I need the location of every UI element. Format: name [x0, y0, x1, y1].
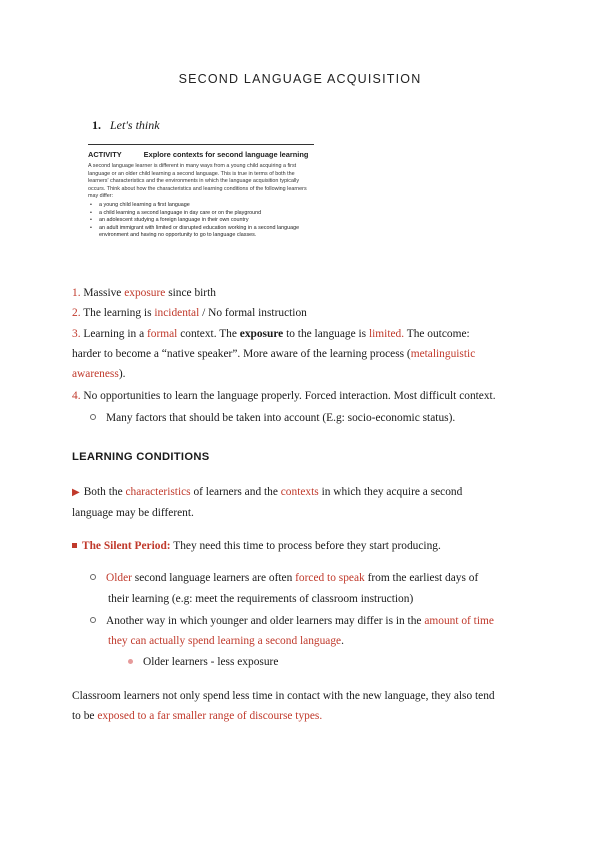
- older-learners-item-cont: their learning (e.g: meet the requirements of classroom instruction): [108, 593, 414, 605]
- highlight: exposed to a far smaller range of discourse types.: [97, 710, 323, 722]
- highlight: metalinguistic: [410, 348, 476, 360]
- point-number: 4.: [72, 390, 81, 402]
- section-label: Let's think: [110, 118, 160, 132]
- activity-bullet: • a young child learning a first language: [96, 202, 314, 210]
- highlight: amount of time: [424, 615, 494, 627]
- final-paragraph: [72, 686, 495, 726]
- text: The outcome:: [404, 328, 470, 340]
- bold-text: exposure: [239, 328, 284, 340]
- activity-bullet: • an adult immigrant with limited or disrupted education working in a second language environment and having no opportunity to go to language classes.: [96, 225, 314, 240]
- activity-bullet: • a child learning a second language in day care or on the playground: [96, 210, 314, 218]
- highlight: Older: [106, 572, 132, 584]
- point-3: [72, 324, 542, 384]
- text: Classroom learners not only spend less time in contact with the new language, they also tend: [72, 690, 495, 702]
- silent-period: [72, 536, 441, 556]
- point-1: [72, 283, 216, 303]
- section-number: 1.: [92, 118, 101, 132]
- text: since birth: [165, 287, 216, 299]
- text: context. The: [177, 328, 240, 340]
- learning-point-1: [72, 482, 542, 523]
- highlight: characteristics: [125, 486, 191, 498]
- highlight: they can actually spend learning a second language: [108, 635, 342, 647]
- activity-bullet: • an adolescent studying a foreign language in their own country: [96, 217, 314, 225]
- older-learners-item: [90, 568, 528, 588]
- text: from the earliest days of: [364, 572, 479, 584]
- point-number: 2.: [72, 307, 81, 319]
- circle-bullet-icon: [90, 617, 96, 623]
- text: Massive: [80, 287, 125, 299]
- text: harder to become a “native speaker”. More aware of the learning process (: [72, 348, 411, 360]
- highlight: contexts: [280, 486, 319, 498]
- circle-bullet-icon: [90, 414, 96, 420]
- text: to be: [72, 710, 98, 722]
- time-item-cont: [108, 631, 344, 651]
- text: in which they acquire a second: [318, 486, 463, 498]
- activity-heading: Explore contexts for second language learning: [143, 150, 309, 159]
- point-4: [72, 386, 496, 406]
- point-number: 3.: [72, 328, 81, 340]
- text: ).: [118, 368, 126, 380]
- highlight: awareness: [72, 368, 119, 380]
- text: language may be different.: [72, 507, 194, 519]
- point-4-sub: [90, 408, 455, 428]
- highlight: formal: [146, 328, 178, 340]
- highlight: exposure: [124, 287, 166, 299]
- activity-box: [88, 144, 314, 240]
- activity-rule: [88, 144, 314, 145]
- text: / No formal instruction: [199, 307, 307, 319]
- square-bullet-icon: [72, 543, 77, 548]
- learning-conditions-heading: LEARNING CONDITIONS: [72, 451, 210, 463]
- text: Both the: [83, 486, 126, 498]
- sub-item: [128, 652, 278, 672]
- text: second language learners are often: [131, 572, 296, 584]
- section-heading: [92, 118, 160, 133]
- highlight: forced to speak: [295, 572, 365, 584]
- point-number: 1.: [72, 287, 81, 299]
- text: Many factors that should be taken into account (E.g: socio-economic status).: [106, 412, 456, 424]
- dot-bullet-icon: [128, 659, 133, 664]
- highlight: incidental: [154, 307, 200, 319]
- text: They need this time to process before they start producing.: [170, 540, 441, 552]
- text: Learning in a: [80, 328, 147, 340]
- activity-label: ACTIVITY: [88, 150, 122, 159]
- text: No opportunities to learn the language properly. Forced interaction. Most difficult context.: [80, 390, 496, 402]
- highlight: The Silent Period:: [82, 540, 171, 552]
- text: Older learners - less exposure: [143, 656, 279, 668]
- activity-intro: A second language learner is different in many ways from a young child acquiring a first language or an older child learning a second language. This is true in terms of both the learners' characteristics and the environments in which the language acquisition typically occurs. Think about how the characteristics and learning conditions of the following learners may differ:: [88, 163, 307, 200]
- text: .: [341, 635, 344, 647]
- text: Another way in which younger and older learners may differ is in the: [106, 615, 425, 627]
- time-item: [90, 611, 494, 631]
- highlight: limited.: [368, 328, 405, 340]
- text: to the language is: [283, 328, 369, 340]
- activity-list: [88, 202, 314, 240]
- point-2: [72, 303, 307, 323]
- circle-bullet-icon: [90, 574, 96, 580]
- text: of learners and the: [190, 486, 281, 498]
- triangle-bullet-icon: ▶: [72, 487, 80, 498]
- page-title: SECOND LANGUAGE ACQUISITION: [178, 72, 422, 86]
- text: The learning is: [80, 307, 155, 319]
